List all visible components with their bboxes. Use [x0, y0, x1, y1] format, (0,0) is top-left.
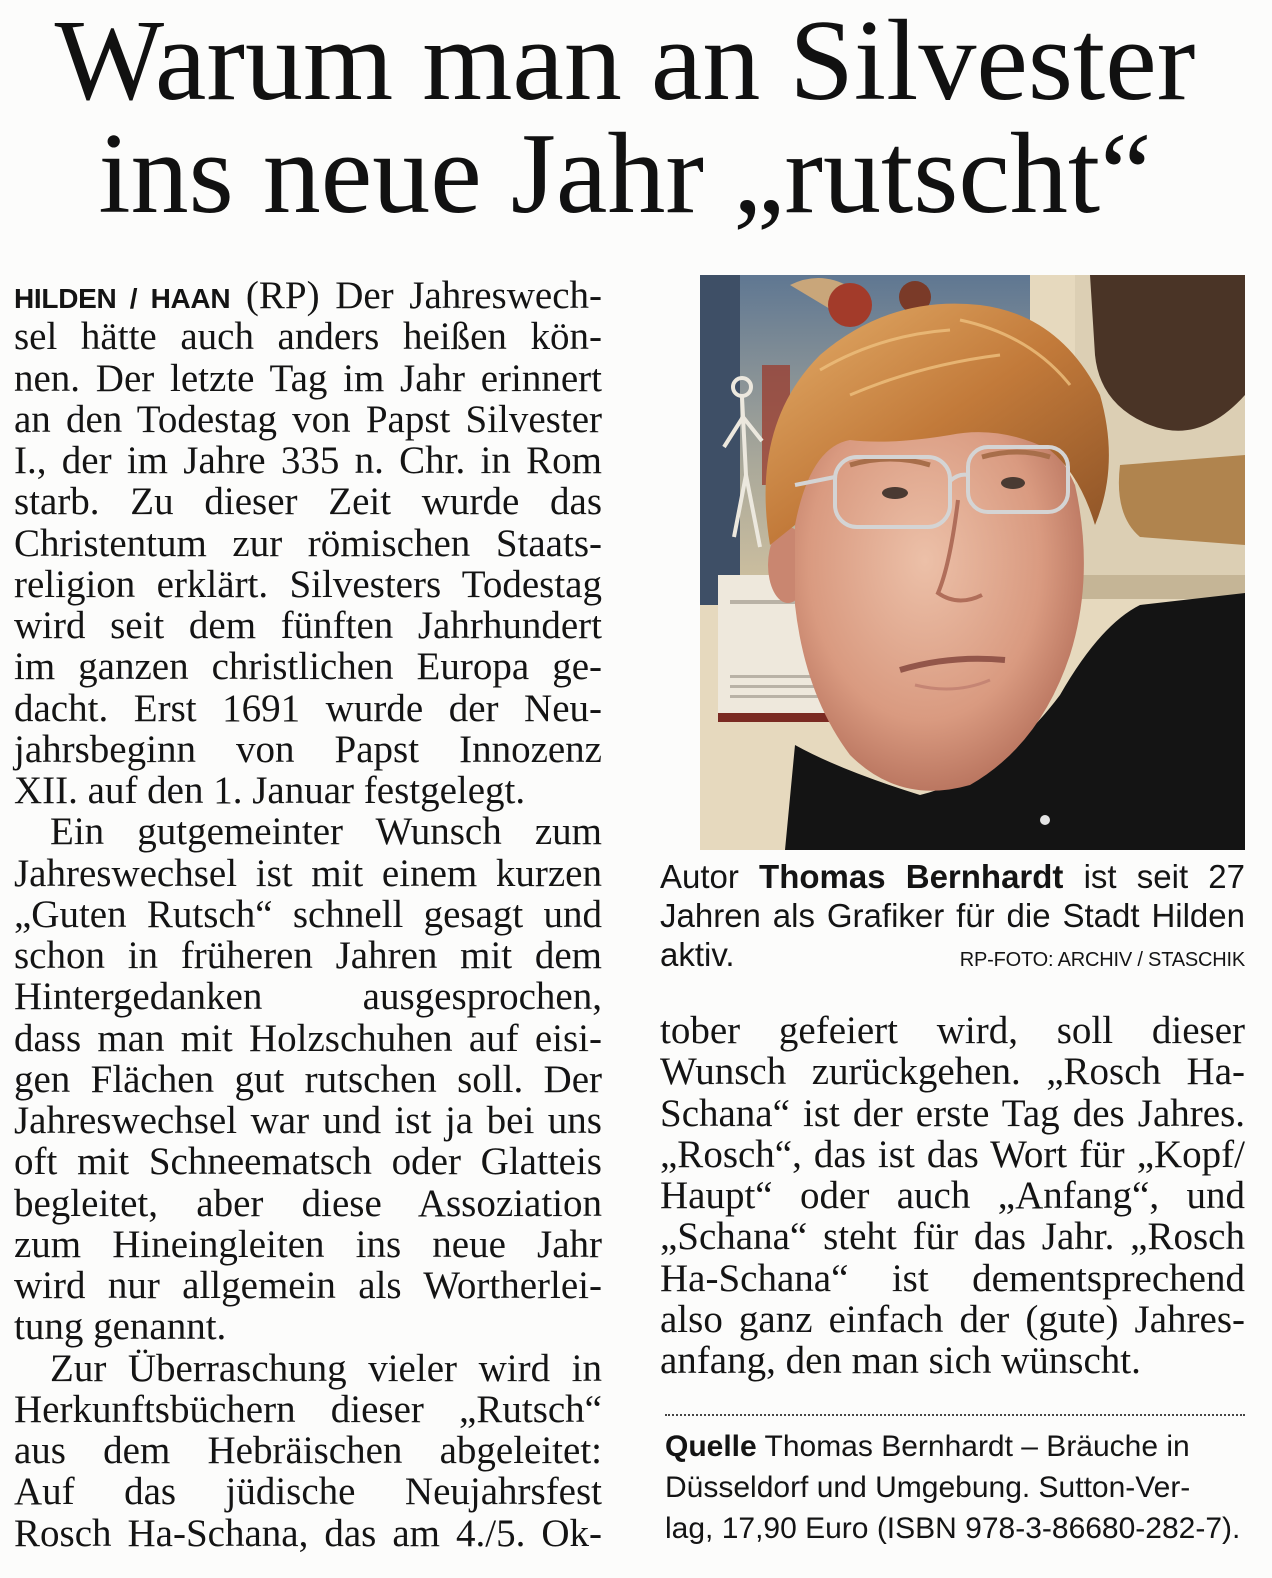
body-line: zum Hineingleiten ins neue Jahr — [14, 1222, 602, 1266]
body-line: anfang, den man sich wünscht. — [660, 1339, 1141, 1382]
body-line: gen Flächen gut rutschen soll. Der — [14, 1057, 602, 1101]
portrait-photo — [700, 275, 1245, 850]
body-line: Auf das jüdische Neujahrsfest — [14, 1470, 602, 1514]
body-line: „Guten Rutsch“ schnell gesagt und — [14, 892, 602, 936]
source-line — [665, 1426, 1245, 1467]
body-line: wird nur allgemein als Wortherlei- — [14, 1264, 602, 1307]
body-line: dacht. Erst 1691 wurde der Neu- — [14, 686, 602, 730]
body-line: tung genannt. — [14, 1305, 227, 1349]
source-line: lag, 17,90 Euro (ISBN 978-3-86680-282-7). — [665, 1512, 1241, 1545]
photo-caption — [660, 857, 1245, 974]
body-line: starb. Zu dieser Zeit wurde das — [14, 480, 602, 524]
article-left-column — [14, 275, 602, 1554]
body-line: Jahreswechsel war und ist ja bei uns — [14, 1099, 602, 1142]
source-line: Düsseldorf und Umgebung. Sutton-Ver- — [665, 1471, 1191, 1504]
body-line: Christentum zur römischen Staats- — [14, 521, 602, 565]
body-line: Herkunftsbüchern dieser „Rutsch“ — [14, 1387, 602, 1431]
source-text: Thomas Bernhardt – Bräuche in — [764, 1430, 1190, 1463]
photo-credit: RP-FOTO: ARCHIV / STASCHIK — [959, 949, 1245, 971]
body-line: wird seit dem fünften Jahrhundert — [14, 604, 602, 647]
body-line-text: (RP) Der Jahreswech- — [245, 274, 603, 317]
body-line: Wunsch zurückgehen. „Rosch Ha- — [660, 1050, 1245, 1094]
headline-line-1: Warum man an Silvester — [54, 0, 1196, 125]
body-line: Hintergedanken ausgesprochen, — [14, 975, 602, 1019]
caption-person-name: Thomas Bernhardt — [759, 858, 1064, 895]
body-line: im ganzen christlichen Europa ge- — [14, 645, 602, 689]
body-line: „Rosch“, das ist das Wort für „Kopf/ — [660, 1132, 1245, 1176]
body-line: Zur Überraschung vieler wird in — [50, 1346, 602, 1390]
body-line: an den Todestag von Papst Silvester — [14, 397, 602, 441]
article-right-column — [660, 1010, 1245, 1381]
source-label: Quelle — [665, 1430, 757, 1463]
caption-line: Jahren als Grafiker für die Stadt Hilden — [660, 897, 1245, 934]
body-line: sel hätte auch anders heißen kön- — [14, 315, 602, 359]
body-line: Ein gutgemeinter Wunsch zum — [50, 810, 602, 854]
caption-prefix: Autor — [660, 858, 739, 895]
body-line: schon in früheren Jahren mit dem — [14, 934, 602, 977]
body-line: XII. auf den 1. Januar festgelegt. — [14, 769, 526, 812]
body-line: oft mit Schneematsch oder Glatteis — [14, 1140, 602, 1184]
body-line: Schana“ ist der erste Tag des Jahres. — [660, 1091, 1245, 1135]
body-line: also ganz einfach der (gute) Jahres- — [660, 1297, 1245, 1341]
headline-line-2: ins neue Jahr „rutscht“ — [98, 110, 1152, 238]
body-line: I., der im Jahre 335 n. Chr. in Rom — [14, 439, 602, 482]
body-line: nen. Der letzte Tag im Jahr erinnert — [14, 356, 602, 400]
body-line: tober gefeiert wird, soll dieser — [660, 1009, 1245, 1052]
dateline: HILDEN / HAAN — [14, 283, 231, 314]
caption-line — [660, 935, 1245, 974]
caption-line — [660, 857, 1245, 896]
body-line: Ha-Schana“ ist dementsprechend — [660, 1256, 1245, 1300]
body-line: Jahreswechsel ist mit einem kurzen — [14, 851, 602, 895]
body-line: Haupt“ oder auch „Anfang“, und — [660, 1174, 1245, 1217]
source-box — [665, 1426, 1245, 1549]
body-line: dass man mit Holzschuhen auf eisi- — [14, 1016, 602, 1060]
caption-text: ist seit 27 — [1083, 858, 1245, 895]
body-line: religion erklärt. Silvesters Todestag — [14, 562, 602, 606]
body-line: aus dem Hebräischen abgeleitet: — [14, 1429, 602, 1472]
body-line — [14, 275, 602, 316]
author-portrait-photo — [700, 275, 1245, 850]
shirt-button — [1040, 815, 1050, 825]
body-line: „Schana“ steht für das Jahr. „Rosch — [660, 1215, 1245, 1259]
body-line: jahrsbeginn von Papst Innozenz — [14, 727, 602, 771]
dotted-divider — [665, 1414, 1245, 1416]
body-line: Rosch Ha-Schana, das am 4./5. Ok- — [14, 1511, 602, 1555]
body-line: begleitet, aber diese Assoziation — [14, 1181, 602, 1225]
caption-text: aktiv. — [660, 936, 735, 973]
